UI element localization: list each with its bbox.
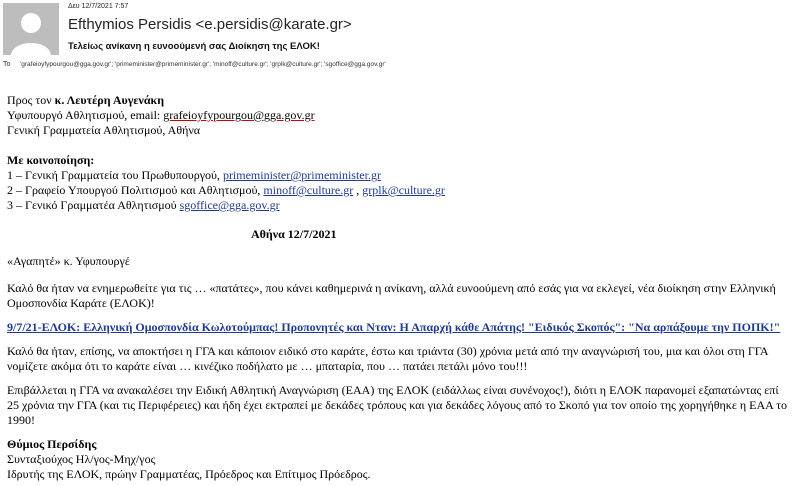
addressee-prefix: Προς τον	[7, 93, 55, 107]
signature-role: Ιδρυτής της ΕΛΟΚ, πρώην Γραμματέας, Πρόεδρος και Επίτιμος Πρόεδρος.	[7, 467, 371, 481]
addressee-name: κ. Λευτέρη Αυγενάκη	[54, 93, 165, 107]
signature-title: Συνταξιούχος Ηλ/γος-Μηχ/γος	[7, 452, 156, 466]
cc-item-2-label: 2 – Γραφείο Υπουργού Πολιτισμού και Αθλητισμού,	[7, 183, 264, 197]
cc-item-3	[7, 198, 792, 213]
signature-name: Θύμιος Περσίδης	[7, 437, 97, 451]
paragraph-3: Επιβάλλεται η ΓΓΑ να ανακαλέσει την Ειδική Αθλητική Αναγνώριση (ΕΑΑ) της ΕΛΟΚ (ειδάλλως είναι συνένοχος!), διότι η ΕΛΟΚ παρανομεί εξαπατώντας επί 25 χρόνια την ΓΓΑ (και τις Περιφέρειες) και ήδη έχει εκτραπεί με δεκάδες τρόπους και για δεκάδες λόγους από το Σκοπό για τον οποίο της χορηγήθηκε η ΕΑΑ το 1990!	[7, 383, 787, 427]
to-label: To	[3, 61, 11, 68]
email-header	[0, 0, 800, 72]
addressee-line	[7, 93, 792, 108]
cc-item-3-label: 3 – Γενικό Γραμματέα Αθλητισμού	[7, 198, 180, 212]
recipients-list[interactable]: 'grafeioyfypourgou@gga.gov.gr'; 'primeminister@primeminister.gr'; 'minoff@culture.gr'; 'grplk@culture.gr'; 'sgoffice@gga.gov.gr'	[20, 61, 386, 68]
article-link[interactable]: 9/7/21-ΕΛΟΚ: Ελληνική Ομοσπονδία Κωλοτούμπας! Προπονητές και Νταν: Η Απαρχή κάθε Απάτης! "Ειδικός Σκοπός": "Να αρπάξουμε την ΠΟΠΚ!"	[7, 320, 781, 334]
addressee-role: Υφυπουργό Αθλητισμού, email:	[7, 108, 164, 122]
cc-title: Με κοινοποίηση:	[7, 153, 95, 167]
person-icon	[3, 3, 59, 55]
sender[interactable]: Efthymios Persidis <e.persidis@karate.gr>	[68, 16, 352, 33]
paragraph-2: Καλό θα ήταν, επίσης, να αποκτήσει η ΓΓΑ και κάποιον ειδικό στο καράτε, έστω και τριάντα (30) χρόνια μετά από την αναγνώρισή του, μια και όλοι στη ΓΓΑ νομίζετε ακόμα ότι το καράτε είναι … κινέζικο ποδήλατο με … μπαταρία, που … πατάει πετάλι μόνο του!!!	[7, 344, 768, 373]
addressee-email-line	[7, 108, 792, 123]
addressee-email-link[interactable]: grafeioyfypourgou@gga.gov.gr	[163, 108, 315, 122]
addressee-org: Γενική Γραμματεία Αθλητισμού, Αθήνα	[7, 123, 201, 137]
cc-item-1-email[interactable]: primeminister@primeminister.gr	[222, 168, 381, 182]
greeting: «Αγαπητέ» κ. Υφυπουργέ	[7, 254, 130, 268]
place-date: Αθήνα 12/7/2021	[251, 227, 337, 241]
cc-item-2	[7, 183, 792, 198]
cc-item-1-label: 1 – Γενική Γραμματεία του Πρωθυπουργού,	[7, 168, 223, 182]
cc-item-2-email-1[interactable]: minoff@culture.gr	[263, 183, 354, 197]
cc-item-2-email-2[interactable]: grplk@culture.gr	[362, 183, 445, 197]
sent-date: Δευ 12/7/2021 7:57	[68, 3, 129, 10]
paragraph-1: Καλό θα ήταν να ενημερωθείτε για τις … «πατάτες», που κάνει καθημερινά η ανίκανη, αλλά ευνοούμενη από εσάς για να εκλεγεί, νέα διοίκηση στην Ελληνική Ομοσπονδία Καράτε (ΕΛΟΚ)!	[7, 281, 776, 310]
cc-item-3-email[interactable]: sgoffice@gga.gov.gr	[179, 198, 280, 212]
cc-item-2-separator: ,	[353, 183, 363, 197]
email-body	[7, 93, 792, 482]
avatar[interactable]	[3, 3, 59, 55]
cc-item-1	[7, 168, 792, 183]
subject: Τελείως ανίκανη η ευνοούμενή σας Διοίκηση της ΕΛΟΚ!	[68, 41, 320, 52]
